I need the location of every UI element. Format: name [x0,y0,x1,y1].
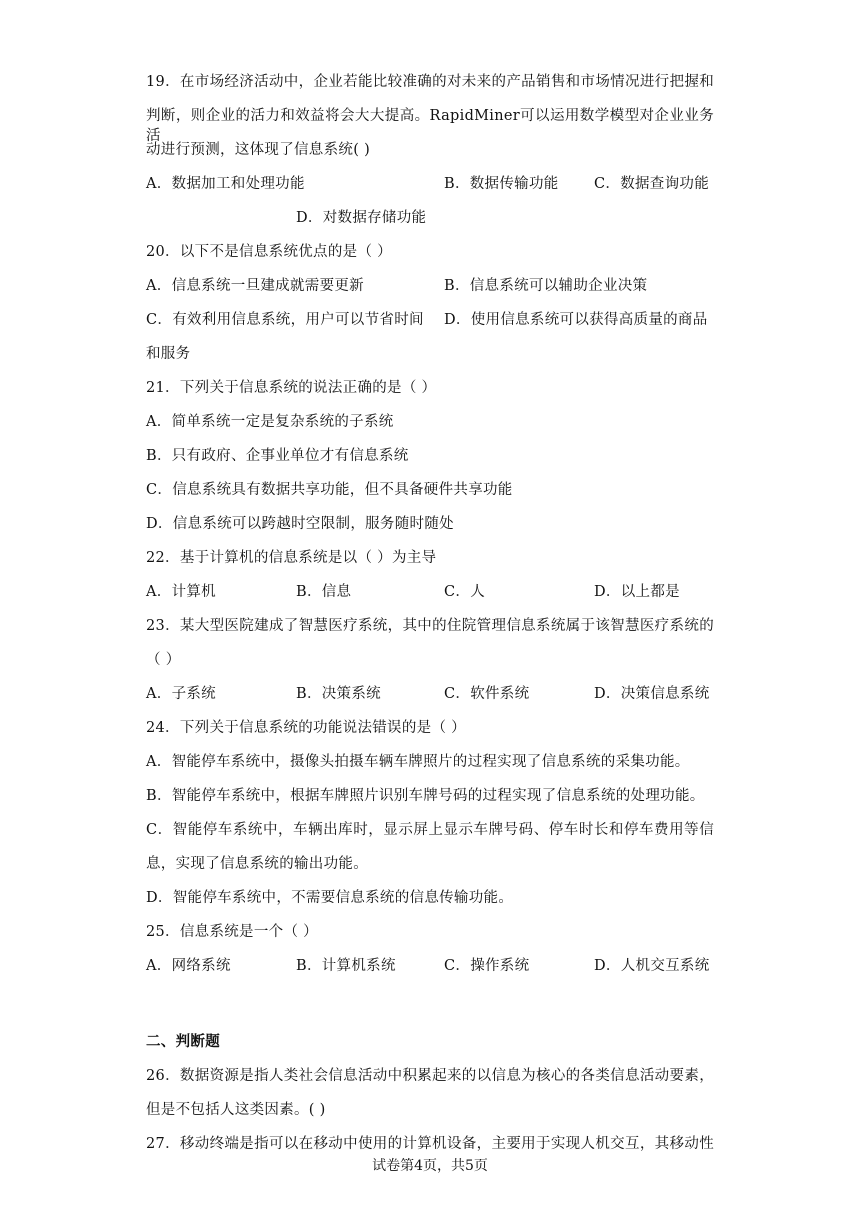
q21-stem: 21．下列关于信息系统的说法正确的是（ ） [146,380,437,396]
q22-option-d: D．以上都是 [594,584,680,600]
q21-option-d: D．信息系统可以跨越时空限制，服务随时随处 [146,516,454,532]
q24-option-c-line2: 息，实现了信息系统的输出功能。 [146,856,368,872]
q25-stem: 25．信息系统是一个（ ） [146,924,318,940]
q19-stem-line1: 19．在市场经济活动中，企业若能比较准确的对未来的产品销售和市场情况进行把握和 [146,74,714,90]
q24-option-d: D．智能停车系统中，不需要信息系统的信息传输功能。 [146,890,514,906]
q25-option-c: C．操作系统 [444,958,530,974]
q20-stem: 20．以下不是信息系统优点的是（ ） [146,244,392,260]
q19-option-c: C．数据查询功能 [594,176,709,192]
q23-option-a: A．子系统 [146,686,216,702]
q19-stem-line2: 判断，则企业的活力和效益将会大大提高。RapidMiner可以运用数学模型对企业业务活 [146,108,714,144]
q23-option-c: C．软件系统 [444,686,530,702]
q22-stem: 22．基于计算机的信息系统是以（ ）为主导 [146,550,437,566]
q19-option-d: D．对数据存储功能 [296,210,427,226]
q20-option-d: D．使用信息系统可以获得高质量的商品 [444,312,708,328]
q20-option-c: C．有效利用信息系统，用户可以节省时间 [146,312,424,328]
q23-stem-line2: （ ） [146,652,181,668]
q20-option-a: A．信息系统一旦建成就需要更新 [146,278,364,294]
q25-option-d: D．人机交互系统 [594,958,710,974]
q25-option-a: A．网络系统 [146,958,231,974]
q23-stem-line1: 23．某大型医院建成了智慧医疗系统，其中的住院管理信息系统属于该智慧医疗系统的 [146,618,714,634]
q22-option-c: C．人 [444,584,485,600]
q24-option-b: B．智能停车系统中，根据车牌照片识别车牌号码的过程实现了信息系统的处理功能。 [146,788,705,804]
q27-stem-line1: 27．移动终端是指可以在移动中使用的计算机设备，主要用于实现人机交互，其移动性 [146,1136,714,1152]
q24-option-a: A．智能停车系统中，摄像头拍摄车辆车牌照片的过程实现了信息系统的采集功能。 [146,754,690,770]
q20-option-d-continued: 和服务 [146,346,191,362]
q24-stem: 24．下列关于信息系统的功能说法错误的是（ ） [146,720,466,736]
q21-option-c: C．信息系统具有数据共享功能，但不具备硬件共享功能 [146,482,513,498]
q22-option-b: B．信息 [296,584,352,600]
q19-option-a: A．数据加工和处理功能 [146,176,305,192]
q25-option-b: B．计算机系统 [296,958,396,974]
section-heading-judgement: 二、判断题 [146,1033,220,1050]
q24-option-c-line1: C．智能停车系统中，车辆出库时，显示屏上显示车牌号码、停车时长和停车费用等信 [146,822,714,838]
q26-stem-line1: 26．数据资源是指人类社会信息活动中积累起来的以信息为核心的各类信息活动要素， [146,1068,714,1084]
q19-stem-line3: 动进行预测，这体现了信息系统( ) [146,142,371,158]
q20-option-b: B．信息系统可以辅助企业决策 [444,278,648,294]
page-footer: 试卷第4页，共5页 [372,1158,488,1174]
q23-option-d: D．决策信息系统 [594,686,710,702]
q21-option-b: B．只有政府、企事业单位才有信息系统 [146,448,409,464]
q21-option-a: A．简单系统一定是复杂系统的子系统 [146,414,394,430]
q26-stem-line2: 但是不包括人这类因素。( ) [146,1102,326,1118]
q23-option-b: B．决策系统 [296,686,381,702]
q22-option-a: A．计算机 [146,584,216,600]
q19-option-b: B．数据传输功能 [444,176,559,192]
